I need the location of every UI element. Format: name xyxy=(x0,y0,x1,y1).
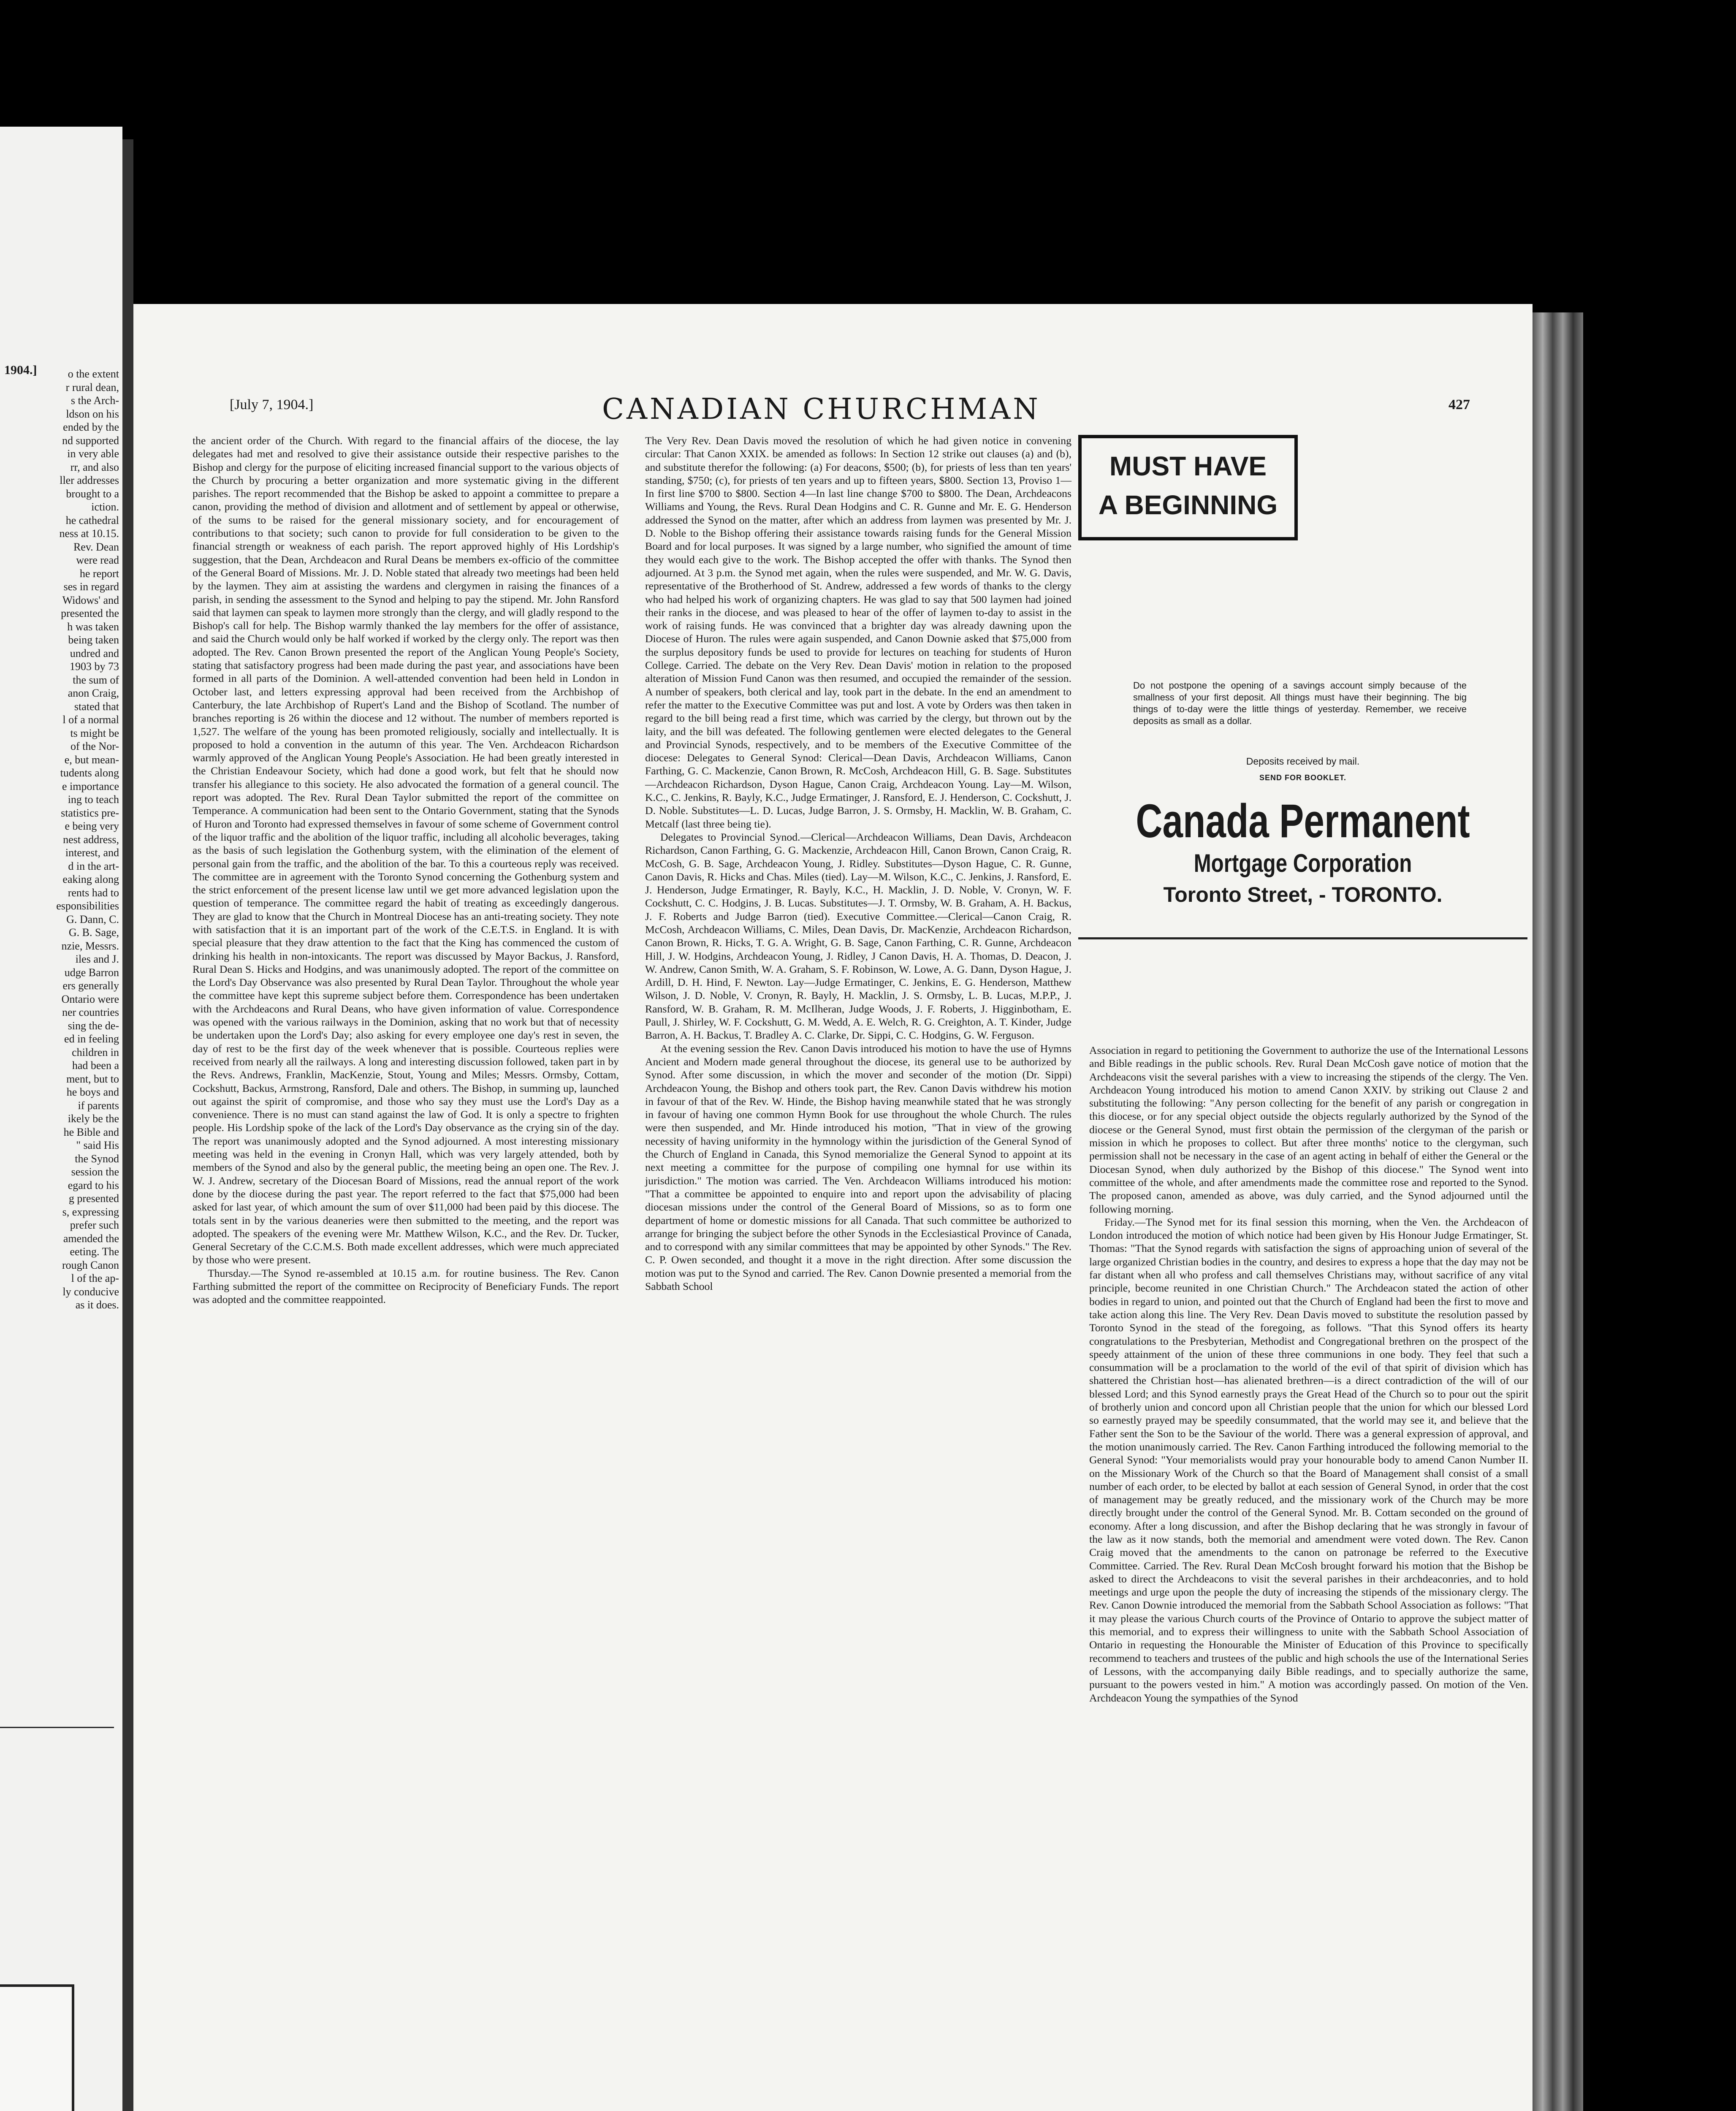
left-page-line: ller addresses xyxy=(60,474,119,486)
left-page-line: rr, and also xyxy=(70,461,119,473)
left-page-header: 1904.] xyxy=(4,363,37,377)
column-2-paragraph: The Very Rev. Dean Davis moved the resolution of which he had given notice in convening circular: That Canon XXIX. be amended as follows: In Section 12 strike out clauses (a) and (b), and substitute therefor the following: (a) For deacons, $500; (b), for priests of less than ten years' standing, $750; (c), for priests of ten years and up to fifteen years, $800. Section 13, Proviso 1—In first line $700 to $800. Section 4—In last line change $700 to $800. The Dean, Archdeacons Williams and Young, the Revs. Rural Dean Hodgins and C. R. Gunne and Mr. E. G. Henderson addressed the Synod on the matter, after which an address from laymen was presented by Mr. J. D. Noble to the Bishop offering their assistance towards raising funds for the General Mission Board and for local purposes. It was signed by a large number, who signified the amount of time they would each give to the work. The Bishop accepted the offer with thanks. The Synod then adjourned. At 3 p.m. the Synod met again, when the rules were suspended, and Mr. W. G. Davis, representative of the Brotherhood of St. Andrew, addressed a few words of thanks to the clergy who had helped his work of organizing chapters. He was glad to say that 500 laymen had joined their ranks in the diocese, and was pleased to hear of the offer of laymen to-day to assist in the work of raising funds. He was convinced that a brighter day was already dawning upon the Diocese of Huron. The rules were again suspended, and Canon Downie asked that $75,000 from the surplus depository funds be used to provide for lectures on teaching for students of Huron College. Carried. The debate on the Very Rev. Dean Davis' motion in relation to the proposed alteration of Mission Fund Canon was then resumed, and occupied the remainder of the session. A number of speakers, both clerical and lay, took part in the debate. In the end an amendment to refer the matter to the Executive Committee was put and lost. A vote by Orders was then taken in regard to the bill being read a first time, which was carried by the clergy, but thrown out by the laity, and the bill was defeated. The following gentlemen were elected delegates to the General and Provincial Synods, respectively, and to be members of the Executive Committee of the diocese: Delegates to General Synod: Clerical—Dean Davis, Archdeacon Williams, Canon Farthing, G. C. Mackenzie, Canon Brown, R. McCosh, Archdeacon Hill, G. B. Sage. Substitutes—Archdeacon Richardson, Dyson Hague, Canon Craig, Archdeacon Young. Lay—M. Wilson, K.C., C. Jenkins, R. Bayly, K.C., Judge Ermatinger, J. Ransford, E. J. Henderson, C. Cockshutt, J. D. Noble. Substitutes—L. D. Lucas, Judge Barron, J. S. Ormsby, H. Macklin, W. B. Graham, C. Metcalf (last three being tie). xyxy=(645,434,1071,830)
left-page-line: the Synod xyxy=(75,1152,119,1165)
left-page-line: as it does. xyxy=(75,1299,119,1311)
left-page-line: statistics pre- xyxy=(61,806,119,819)
column-3-paragraph: Friday.—The Synod met for its final session this morning, when the Ven. the Archdeacon of London introduced the motion of which notice had been given by His Honour Judge Ermatinger, St. Thomas: "That the Synod regards with satisfaction the signs of approaching union of several of the large organized Christian bodies in the country, and desires to express a hope that the day may not be far distant when all who profess and call themselves Christians may, without sacrifice of any vital principle, become reunited in one Christian Church." The Archdeacon stated the action of other bodies in regard to union, and pointed out that the Church of England had been the first to move and take action along this line. The Very Rev. Dean Davis moved to substitute the resolution passed by Toronto Synod in the stead of the foregoing, as follows. "That this Synod offers its hearty congratulations to the Presbyterian, Methodist and Congregational brethren on the prospect of the speedy attainment of the union of these three communions in one body. They feel that such a consummation will be a proclamation to the world of the evil of that spirit of division which has shattered the Christian host—has alienated brethren—is a direct contradiction of the will of our blessed Lord; and this Synod earnestly prays the Great Head of the Church so to pour out the spirit of brotherly union and concord upon all Christian people that the union for which our blessed Lord so earnestly prayed may be speedily consummated, that the world may see it, and believe that the Father sent the Son to be the Saviour of the world. There was a general expression of approval, and the motion unanimously carried. The Rev. Canon Farthing introduced the following memorial to the General Synod: "Your memorialists would pray your honourable body to amend Canon Number II. on the Missionary Work of the Church so that the Board of Management shall consist of a small number of each order, to be elected by ballot at each session of General Synod, in order that the cost of management may be greatly reduced, and the missionary work of the Church may be more directly brought under the control of the General Synod. Mr. B. Cottam seconded on the ground of economy. After a long discussion, and after the Bishop declaring that he was strongly in favour of the law as it now stands, both the memorial and amendment were voted down. The Rev. Canon Craig moved that the amendments to the canon on patronage be referred to the Executive Committee. Carried. The Rev. Rural Dean McCosh brought forward his motion that the Bishop be asked to direct the Archdeacons to visit the several parishes in their archdeaconries, and to hold meetings and urge upon the people the duty of increasing the stipends of the missionary clergy. The Rev. Canon Downie introduced the memorial from the Sabbath School Association as follows: "That it may please the various Church courts of the Province of Ontario to approve the subject matter of this memorial, and to express their willingness to unite with the Sabbath School Association of Ontario in requesting the Honourable the Minister of Education of this Province to specifically recommend to teachers and trustees of the public and high schools the use of the International Series of Lessons, with the accompanying daily Bible readings, and to specially authorize the same, pursuant to the powers vested in him." A motion was accordingly passed. On motion of the Ven. Archdeacon Young the sympathies of the Synod xyxy=(1089,1216,1528,1704)
left-page-line: ly conducive xyxy=(62,1285,119,1298)
left-page-edge xyxy=(0,127,122,2111)
left-page-line: ing to teach xyxy=(68,793,119,806)
left-page-line: interest, and xyxy=(65,847,119,859)
page-number: 427 xyxy=(1448,397,1470,412)
column-2 xyxy=(645,434,1071,2111)
left-page-line: he boys and xyxy=(66,1086,119,1098)
left-page-line: s the Arch- xyxy=(71,394,119,407)
left-page-line: prefer such xyxy=(70,1219,119,1231)
left-page-line: nzie, Messrs. xyxy=(61,939,119,952)
left-page-ad-box xyxy=(0,1984,74,2111)
left-page-line: undred and xyxy=(70,647,119,659)
left-page-line: eeting. The xyxy=(70,1245,119,1258)
ad-company-name: Canada Permanent xyxy=(1136,795,1470,847)
ad-headline-line-1: MUST HAVE xyxy=(1109,451,1267,481)
left-page-line: e importance xyxy=(62,780,119,792)
left-page-line: amended the xyxy=(63,1232,119,1245)
left-page-line: were read xyxy=(76,554,119,566)
page-header xyxy=(133,393,1533,431)
left-page-rule xyxy=(0,1727,114,1728)
left-page-line: ended by the xyxy=(63,421,119,433)
left-page-line: 1903 by 73 xyxy=(70,660,119,673)
left-page-line: nest address, xyxy=(63,833,119,846)
left-page-line: Rev. Dean xyxy=(73,540,119,553)
ad-send-note: SEND FOR BOOKLET. xyxy=(1259,773,1346,782)
left-page-line: G. B. Sage, xyxy=(68,926,119,939)
book-page-edges xyxy=(1533,312,1583,2111)
ad-deposits-note: Deposits received by mail. xyxy=(1246,756,1360,767)
left-page-line: udge Barron xyxy=(64,966,119,979)
column-1 xyxy=(193,434,619,2111)
left-page-line: if parents xyxy=(78,1099,119,1112)
ad-headline-line-2: A BEGINNING xyxy=(1098,490,1278,520)
left-page-line: d in the art- xyxy=(68,860,119,872)
left-page-line: ts might be xyxy=(70,727,119,739)
left-page-line: e being very xyxy=(65,820,119,832)
left-page-line: the sum of xyxy=(73,673,119,686)
left-page-line: ldson on his xyxy=(66,407,119,420)
left-page-line: Ontario were xyxy=(61,993,119,1005)
left-page-line: G. Dann, C. xyxy=(66,913,119,925)
masthead-title: CANADIAN CHURCHMAN xyxy=(602,393,1041,426)
column-3-paragraph: Association in regard to petitioning the Government to authorize the use of the International Lessons and Bible readings in the public schools. Rev. Rural Dean McCosh gave notice of motion that the Archdeacons visit the several parishes with a view to increasing the stipends of the clergy. The Ven. Archdeacon Young introduced his motion to amend Canon XXIV. by striking out Clause 2 and substituting the following: "Any person collecting for the benefit of any parish or congregation in this diocese, or for any special object outside the objects regularly authorized by the Synod of the diocese or the General Synod, must first obtain the permission of the clergyman of the parish or mission in which he proposes to collect. But after three months' notice to the clergyman, such permission shall not be necessary in the case of an agent acting in behalf of either the General or the Diocesan Synod, when duly authorized by the Bishop of this diocese." The Synod went into committee of the whole, and after amendments made the committee rose and reported to the Synod. The proposed canon, amended as above, was duly carried, and the Synod adjourned until the following morning. xyxy=(1089,1044,1528,1215)
left-page-line: " said His xyxy=(76,1139,119,1151)
ad-address: Toronto Street, - TORONTO. xyxy=(1163,883,1443,906)
left-page-line: rents had to xyxy=(68,886,119,899)
left-page-line: egard to his xyxy=(68,1179,119,1191)
left-page-line: of the Nor- xyxy=(71,740,119,752)
left-page-line: rough Canon xyxy=(62,1259,119,1271)
column-3 xyxy=(1089,1044,1528,2111)
left-page-line: he cathedral xyxy=(65,514,119,526)
left-page-line: presented the xyxy=(61,607,119,619)
left-page-line: h was taken xyxy=(67,620,119,633)
left-page-line: in very able xyxy=(67,448,119,460)
left-page-line: stated that xyxy=(74,700,119,713)
left-page-text-stub xyxy=(0,367,122,1312)
column-2-paragraph: Delegates to Provincial Synod.—Clerical—Archdeacon Williams, Dean Davis, Archdeacon Richardson, Canon Farthing, G. G. Mackenzie, Archdeacon Hill, Canon Brown, Canon Craig, R. McCosh, G. B. Sage, Archdeacon Young, J. Ridley. Substitutes—Dyson Hague, C. R. Gunne, Canon Davis, R. Hicks and Chas. Miles (tied). Lay—M. Wilson, K.C., C. Jenkins, J. Ransford, E. J. Henderson, Judge Ermatinger, R. Bayly, K.C., H. Macklin, J. D. Noble, V. Cronyn, W. F. Cockshutt, C. C. Hodgins, J. B. Lucas. Substitutes—J. T. Ormsby, W. B. Graham, A. H. Backus, J. F. Roberts and Judge Barron (tied). Executive Committee.—Clerical—Canon Craig, R. McCosh, Archdeacon Williams, C. Miles, Dean Davis, Dr. MacKenzie, Archdeacon Richardson, Canon Brown, R. Hicks, T. G. A. Wright, G. B. Sage, Canon Farthing, C. R. Gunne, Archdeacon Hill, J. W. Hodgins, Archdeacon Young, J. Ridley, J Canon Davis, H. A. Thomas, D. Deacon, J. W. Andrew, Canon Smith, W. A. Graham, S. F. Robinson, W. Lowe, A. G. Dann, Dyson Hague, J. Ardill, D. H. Hind, F. Newton. Lay—Judge Ermatinger, C. Jenkins, E. G. Henderson, Matthew Wilson, J. D. Noble, V. Cronyn, R. Bayly, H. Macklin, J. S. Ormsby, L. B. Lucas, M.P.P., J. Ransford, W. B. Graham, R. M. McIlheran, Judge Woods, J. F. Roberts, J. Higginbotham, E. Paull, J. Shirley, W. F. Cockshutt, G. M. Wedd, A. E. Welch, R. G. Creighton, A. T. Kinder, Judge Barron, A. H. Backus, T. Bradley A. C. Clarke, Dr. Sippi, C. C. Hodgins, G. W. Ferguson. xyxy=(645,830,1071,1042)
left-page-line: session the xyxy=(71,1166,119,1178)
column-1-paragraph: the ancient order of the Church. With regard to the financial affairs of the diocese, the lay delegates had met and resolved to give their assistance outside their respective parishes to the Bishop and clergy for the purpose of eliciting increased financial support to the various objects of the Church by procuring a better organization and more systematic giving in the different parishes. The report recommended that the Bishop be asked to appoint a committee to prepare a canon, providing the method of division and allotment and of settlement by appeal or otherwise, of the sums to be raised for the general missionary society, and for encouragement of contributions to that society; such canon to provide for full consideration to be given to the financial strength or weakness of each parish. The report approved highly of His Lordship's suggestion, that the Dean, Archdeacon and Rural Deans be members ex-officio of the committee of the General Board of Missions. Mr. J. D. Noble stated that already two meetings had been held by the laymen. They aim at assisting the wardens and clergymen in raising the finances of a parish, in sending the assessment to the Synod and helping to pay the stipend. Mr. John Ransford said that laymen can speak to laymen more strongly than the clergy, and will gladly respond to the Bishop's call for help. The Bishop warmly thanked the lay members for the offer of assistance, and said the Church would only be half worked if worked by the clergy only. The report was then adopted. The Rev. Canon Brown presented the report of the Anglican Young People's Society, stating that satisfactory progress had been made during the past year, and associations have been formed in all parts of the Dominion. A well-attended convention had been held in London in October last, and letters expressing approval had been received from the Archbishop of Canterbury, the late Archbishop of Rupert's Land and the Bishop of Scotland. The number of branches reporting is 26 within the diocese and 12 without. The number of members reported is 1,527. The welfare of the young has been promoted religiously, socially and intellectually. It is proposed to hold a convention in the autumn of this year. The Ven. Archdeacon Richardson warmly approved of the Anglican Young People's Association. He had been greatly interested in the Christian Endeavour Society, which had done a good work, but felt that he should now transfer his allegiance to this society. He also advocated the formation of a general council. The report was adopted. The Rev. Rural Dean Taylor submitted the report of the committee on Temperance. A communication had been sent to the Ontario Government, stating that the Synods of Huron and Toronto had expressed themselves in favour of some scheme of Government control of the liquor traffic and the abolition of the liquor traffic, including all alcoholic beverages, taking as the basis of such legislation the Gothenburg system, with the elimination of the element of personal gain from the traffic, and the abolition of the bar. To this a courteous reply was received. The committee are in agreement with the Toronto Synod concerning the Gothenburg system and the strict enforcement of the present license law until we get more advanced legislation upon the question of temperance. The committee regard the habit of treating as exceedingly dangerous. They are glad to know that the Church in Montreal Diocese has an anti-treating society. They note with satisfaction that it is an important part of the work of the C.E.T.S. in England. It is with special pleasure that they draw attention to the fact that the King has commenced the custom of drinking his health in non-intoxicants. The report was discussed by Mayor Backus, J. Ransford, Rural Dean S. Hicks and Hodgins, and was unanimously adopted. The report of the committee on the Lord's Day Observance was also presented by Rural Dean Taylor. Throughout the whole year the committee have kept this supreme subject before them. Correspondence has been undertaken with the Archdeacons and Rural Deans, who have given information of value. Correspondence was opened with the various railways in the Dominion, asking that no work but that of necessity be undertaken upon the Lord's Day; also asking for every employee one day's rest in seven, the day of rest to be the first day of the week whenever that is possible. Courteous replies were received from nearly all the railways. A long and interesting discussion followed, taken part in by the Revs. Andrews, Franklin, MacKenzie, Stout, Young and Miles; Messrs. Ormsby, Cottam, Cockshutt, Backus, Armstrong, Ransford, Dale and others. The Bishop, in summing up, launched out against the spirit of compromise, and those who say they must use the Lord's Day as a convenience. There is no must can stand against the law of God. It is only a spectre to frighten people. His Lordship spoke of the lack of the Lord's Day observance as the crying sin of the day. The report was unanimously adopted and the Synod adjourned. A most interesting missionary meeting was held in the evening in Cronyn Hall, which was very largely attended, both by members of the Synod and also by the general public, the meeting being an open one. The Rev. J. W. J. Andrew, secretary of the Diocesan Board of Missions, read the annual report of the work done by the diocese during the past year. The report referred to the fact that $75,000 had been asked for last year, of which amount the sum of over $11,000 had been paid by this diocese. The totals sent in by the various deaneries were then submitted to the meeting, and the report was adopted. The speakers of the evening were Mr. Matthew Wilson, K.C., and the Rev. Dr. Tucker, General Secretary of the C.C.M.S. Both made excellent addresses, which were much appreciated by those who were present. xyxy=(193,434,619,1266)
left-page-line: eaking along xyxy=(62,873,119,885)
ad-headline-box xyxy=(1078,435,1298,540)
left-page-line: r rural dean, xyxy=(65,381,119,393)
ad-bottom-rule xyxy=(1078,937,1527,939)
left-page-line: anon Craig, xyxy=(68,687,119,699)
left-page-line: Widows' and xyxy=(62,594,119,606)
book-gutter xyxy=(122,139,133,2111)
left-page-line: ment, but to xyxy=(66,1072,119,1085)
ad-body-text: Do not postpone the opening of a savings account simply because of the smallness of your first deposit. All things must have their beginning. The big things of to-day were the little things of yesterday. Remember, we receive deposits as small as a dollar. xyxy=(1133,680,1467,726)
newspaper-page xyxy=(133,304,1533,2111)
left-page-line: he Bible and xyxy=(63,1126,119,1138)
issue-date: [July 7, 1904.] xyxy=(230,397,314,412)
left-page-line: ed in feeling xyxy=(64,1033,119,1045)
left-page-line: tudents along xyxy=(60,767,119,779)
left-page-line: ner countries xyxy=(62,1006,119,1018)
left-page-line: nd supported xyxy=(62,434,119,447)
left-page-line: ers generally xyxy=(62,980,119,992)
left-page-line: l of a normal xyxy=(62,714,119,726)
left-page-line: had been a xyxy=(72,1059,119,1072)
left-page-line: o the extent xyxy=(68,368,119,380)
left-page-line: esponsibilities xyxy=(56,900,119,912)
column-2-paragraph: At the evening session the Rev. Canon Davis introduced his motion to have the use of Hymns Ancient and Modern made general throughout the diocese, its general use to be authorized by Synod. After some discussion, in which the mover and seconder of the motion (Dr. Sippi) Archdeacon Young, the Bishop and others took part, the Rev. Canon Davis withdrew his motion in favour of that of the Rev. W. Hinde, the Bishop having meanwhile stated that he was strongly in favour of having one common Hymn Book for use throughout the whole Church. The rules were then suspended, and Mr. Hinde introduced his motion, "That in view of the growing necessity of having uniformity in the hymnology within the jurisdiction of the General Synod of the Church of England in Canada, this Synod memorialize the General Synod to appoint at its next meeting a committee for the purpose of compiling one hymnal for use within its jurisdiction." The motion was carried. The Ven. Archdeacon Williams introduced his motion: "That a committee be appointed to enquire into and report upon the advisability of placing diocesan missions under the control of the General Board of Missions, so as to form one department of home or domestic missions for all Canada. That such committee be authorized to arrange for bringing the subject before the other Synods in the Ecclesiastical Province of Canada, and to correspond with any similar committees that may be appointed by other Synods." The Rev. C. P. Owen seconded, and thought it a move in the right direction. After some discussion the motion was put to the Synod and carried. The Rev. Canon Downie presented a memorial from the Sabbath School xyxy=(645,1042,1071,1292)
left-page-line: iles and J. xyxy=(75,953,119,965)
left-page-line: ses in regard xyxy=(63,581,119,593)
left-page-line: iction. xyxy=(91,501,119,513)
left-page-line: ness at 10.15. xyxy=(59,527,119,540)
column-1-paragraph: Thursday.—The Synod re-assembled at 10.15 a.m. for routine business. The Rev. Canon Farthing submitted the report of the committee on Reciprocity of Beneficiary Funds. The report was adopted and the committee reappointed. xyxy=(193,1267,619,1306)
ad-company-subtitle: Mortgage Corporation xyxy=(1194,849,1412,877)
left-page-line: brought to a xyxy=(66,487,119,500)
advertisement xyxy=(1078,435,1527,1043)
left-page-line: children in xyxy=(72,1046,119,1058)
left-page-line: he report xyxy=(79,567,119,580)
left-page-line: ikely be the xyxy=(68,1112,119,1125)
left-page-line: e, but mean- xyxy=(64,753,119,766)
left-page-line: s, expressing xyxy=(62,1205,119,1218)
left-page-line: sing the de- xyxy=(68,1019,119,1032)
left-page-line: g presented xyxy=(68,1192,119,1205)
left-page-line: being taken xyxy=(68,634,119,646)
left-page-line: l of the ap- xyxy=(71,1272,119,1284)
